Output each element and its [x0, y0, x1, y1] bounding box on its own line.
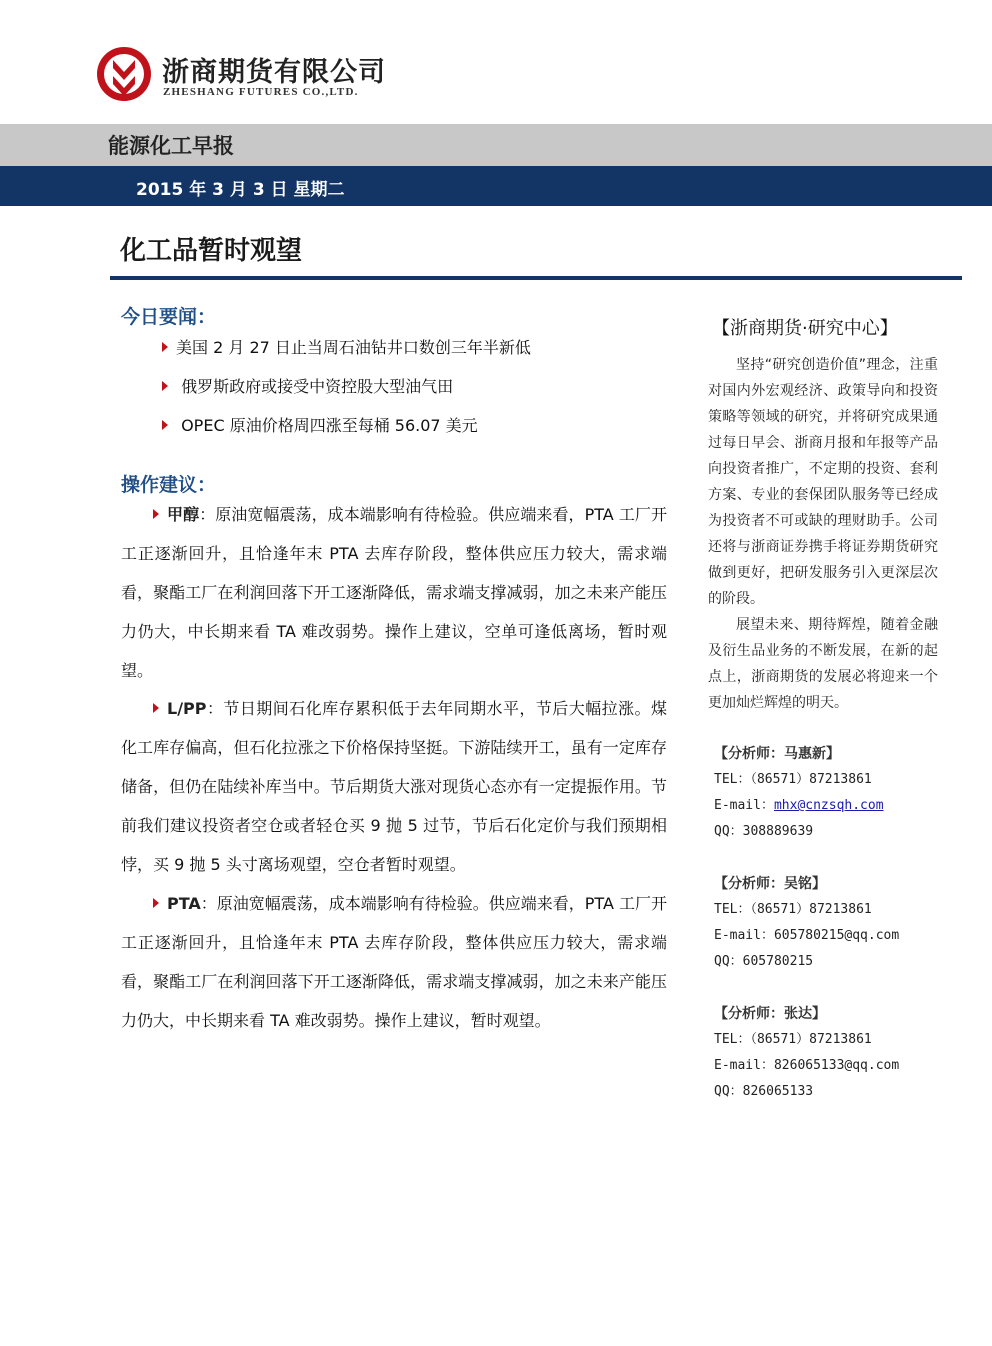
intro-paragraph: 展望未来、期待辉煌，随着金融及衍生品业务的不断发展，在新的起点上，浙商期货的发展必将迎来一个更加灿烂辉煌的明天。: [708, 617, 938, 711]
intro-paragraph: 坚持“研究创造价值”理念，注重对国内外宏观经济、政策导向和投资策略等领域的研究，并将研究成果通过每日早会、浙商月报和年报等产品向投资者推广，不定期的投资、套利方案、专业的套保团队服务等已经成为投资者不可或缺的理财助手。公司还将与浙商证券携手将证券期货研究做到更好，把研发服务引入更深层次的阶段。: [708, 357, 938, 607]
report-date: 2015 年 3 月 3 日 星期二: [136, 180, 345, 200]
analyst-email-row: E-mail：mhx@cnzsqh.com: [714, 798, 884, 813]
analyst-card: [714, 741, 884, 845]
headline-divider: [110, 276, 962, 280]
analyst-tel: TEL：（86571）87213861: [714, 1032, 872, 1047]
analyst-name: 【分析师：马惠新】: [714, 746, 840, 762]
analyst-email: 605780215@qq.com: [773, 928, 900, 943]
company-name-en: ZHESHANG FUTURES CO.,LTD.: [163, 86, 359, 98]
advice-lpp: L/PP：节日期间石化库存累积低于去年同期水平，节后大幅拉涨。煤化工库存偏高，但石化拉涨之下价格保持坚挺。下游陆续开工，虽有一定库存储备，但仍在陆续补库当中。节后期货大涨对现货心态亦有一定提振作用。节前我们建议投资者空仓或者轻仓买 9 抛 5 过节，节后石化定价与我们预期相悖，买 9 抛 5 头寸离场观望，空仓者暂时观望。: [121, 699, 667, 874]
analyst-card: [714, 1001, 899, 1105]
advice-label: PTA: [167, 894, 201, 913]
analyst-qq: QQ：308889639: [714, 824, 814, 839]
bullet-triangle-icon: [162, 342, 168, 352]
bullet-triangle-icon: [153, 703, 159, 713]
bullet-triangle-icon: [162, 420, 168, 430]
news-item: OPEC 原油价格周四涨至每桶 56.07 美元: [162, 413, 478, 436]
analyst-name: 【分析师：吴铭】: [714, 876, 826, 892]
advice-methanol: 甲醇：原油宽幅震荡，成本端影响有待检验。供应端来看，PTA 工厂开工正逐渐回升，且恰逢年末 PTA 去库存阶段，整体供应压力较大，需求端看，聚酯工厂在利润回落下开工逐渐降低，需求端支撑减弱，加之未来产能压力仍大，中长期来看 TA 难改弱势。操作上建议，空单可逢低离场，暂时观望。: [121, 505, 667, 680]
advice-pta: PTA：原油宽幅震荡，成本端影响有待检验。供应端来看，PTA 工厂开工正逐渐回升，且恰逢年末 PTA 去库存阶段，整体供应压力较大，需求端看，聚酯工厂在利润回落下开工逐渐降低，需求端支撑减弱，加之未来产能压力仍大，中长期来看 TA 难改弱势。操作上建议，暂时观望。: [121, 894, 667, 1030]
page-headline: 化工品暂时观望: [120, 236, 303, 266]
news-item: 美国 2 月 27 日止当周石油钻井口数创三年半新低: [162, 335, 531, 358]
bullet-triangle-icon: [153, 509, 159, 519]
advice-label: L/PP: [167, 699, 207, 718]
analyst-card: [714, 871, 899, 975]
analyst-email-link[interactable]: mhx@cnzsqh.com: [773, 798, 884, 813]
advice-section-title: 操作建议：: [121, 474, 217, 496]
company-name-cn: 浙商期货有限公司: [162, 57, 386, 88]
advice-label: 甲醇: [167, 505, 200, 524]
analyst-tel: TEL：（86571）87213861: [714, 772, 872, 787]
analyst-email-row: E-mail：826065133@qq.com: [714, 1058, 900, 1073]
analyst-qq: QQ：826065133: [714, 1084, 814, 1099]
research-center-intro: [708, 352, 938, 716]
analyst-qq: QQ：605780215: [714, 954, 814, 969]
company-logo: [96, 46, 152, 102]
report-type-title: 能源化工早报: [108, 134, 234, 158]
analyst-email-row: E-mail：605780215@qq.com: [714, 928, 900, 943]
research-center-title: 【浙商期货·研究中心】: [712, 318, 898, 339]
news-section-title: 今日要闻：: [121, 306, 217, 328]
analyst-tel: TEL：（86571）87213861: [714, 902, 872, 917]
news-item: 俄罗斯政府或接受中资控股大型油气田: [162, 374, 453, 397]
analyst-email: 826065133@qq.com: [773, 1058, 900, 1073]
bullet-triangle-icon: [153, 898, 159, 908]
bullet-triangle-icon: [162, 381, 168, 391]
analyst-name: 【分析师：张达】: [714, 1006, 826, 1022]
